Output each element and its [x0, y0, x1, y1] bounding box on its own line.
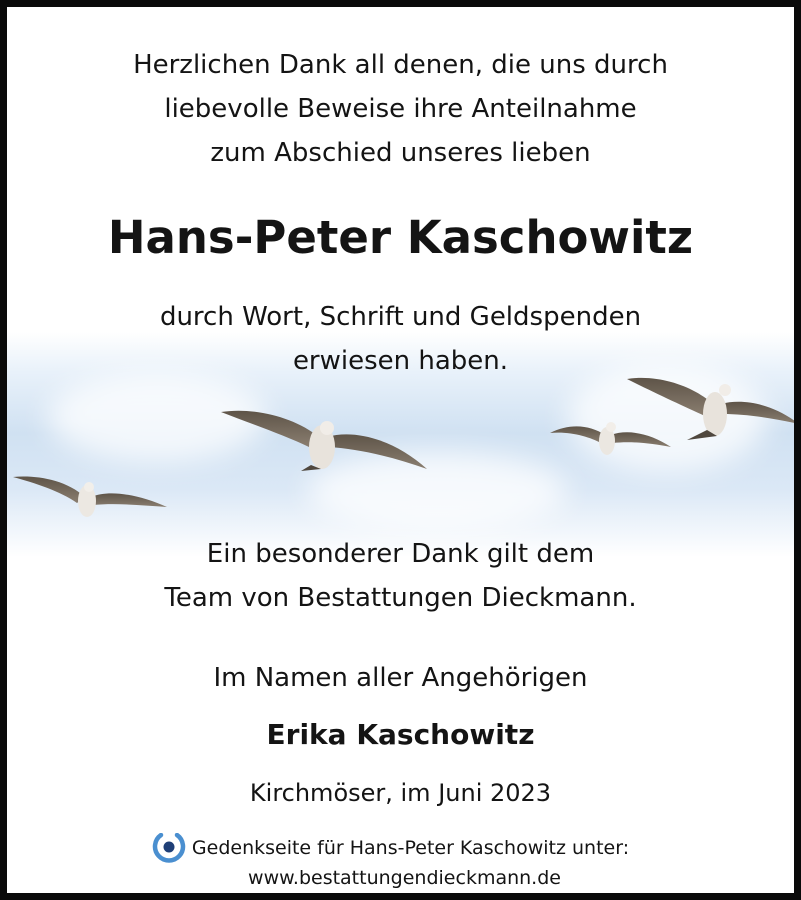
- place-date: Kirchmöser, im Juni 2023: [249, 779, 552, 807]
- memorial-page-text: Gedenkseite für Hans-Peter Kaschowitz unter:: [191, 837, 630, 859]
- special-thanks: [7, 532, 794, 620]
- signer-name: Erika Kaschowitz: [266, 718, 535, 751]
- intro-line: liebevolle Beweise ihre Anteilnahme: [164, 94, 637, 124]
- intro-text: [7, 43, 794, 175]
- footer: [7, 833, 794, 893]
- funeral-home-logo-icon: [152, 833, 186, 863]
- seagull-1: [13, 477, 167, 517]
- on-behalf-text: Im Namen aller Angehörigen: [213, 663, 588, 693]
- deceased-name: Hans-Peter Kaschowitz: [107, 211, 694, 264]
- thanks-line: Team von Bestattungen Dieckmann.: [164, 583, 637, 613]
- seagull-3: [550, 422, 671, 455]
- intro-line: zum Abschied unseres lieben: [210, 138, 591, 168]
- after-text: [7, 295, 794, 383]
- after-line: durch Wort, Schrift und Geldspenden: [159, 302, 642, 332]
- seagull-2: [221, 411, 427, 471]
- seagull-4: [627, 378, 794, 440]
- after-line: erwiesen haben.: [292, 346, 509, 376]
- thanks-line: Ein besonderer Dank gilt dem: [206, 539, 595, 569]
- intro-line: Herzlichen Dank all denen, die uns durch: [133, 50, 668, 80]
- website-link[interactable]: www.bestattungendieckmann.de: [248, 867, 561, 889]
